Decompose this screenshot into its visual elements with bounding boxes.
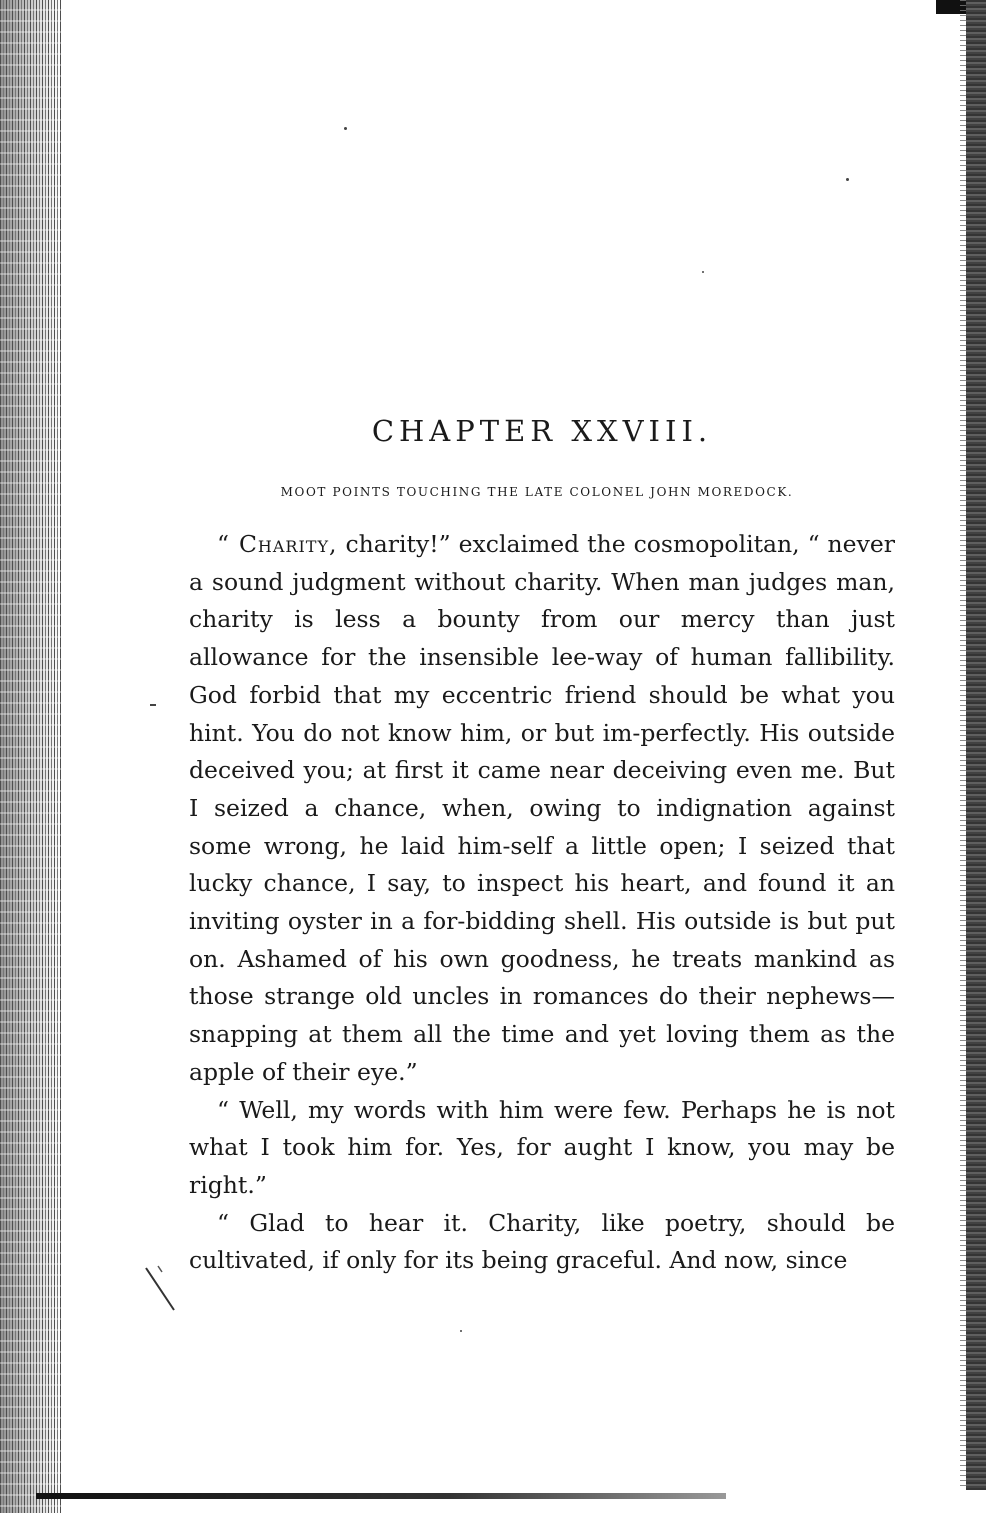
ink-speck	[702, 271, 704, 273]
chapter-heading: CHAPTER XXVIII.	[371, 414, 713, 448]
ink-speck	[460, 1330, 462, 1332]
chapter-body	[189, 526, 895, 1280]
paragraph-3: “ Glad to hear it. Charity, like poetry, should be cultivated, if only for its being graceful. And now, since	[189, 1208, 895, 1275]
chapter-subtitle: MOOT POINTS TOUCHING THE LATE COLONEL JOHN MOREDOCK.	[280, 485, 794, 499]
ink-speck	[344, 127, 347, 130]
page-bottom-edge	[36, 1493, 726, 1499]
ink-speck	[846, 178, 849, 181]
book-gutter-texture	[0, 0, 62, 1513]
page-right-edge	[966, 0, 986, 1490]
ink-speck	[150, 704, 156, 706]
paragraph-2: “ Well, my words with him were few. Perhaps he is not what I took him for. Yes, for aught I know, you may be right.”	[189, 1095, 895, 1199]
pencil-margin-mark	[144, 1264, 180, 1312]
paragraph-1	[189, 526, 895, 1092]
paragraph-1-text: charity!” exclaimed the cosmopolitan, “ never a sound judgment without charity. When man judges man, charity is less a bounty from our mercy than just allowance for the insensible lee-way of human fallibility. God forbid that my eccentric friend should be what you hint. You do not know him, or but im-perfectly. His outside deceived you; at first it came near deceiving even me. But I seized a chance, when, owing to indignation against some wrong, he laid him-self a little open; I seized that lucky chance, I say, to inspect his heart, and found it an inviting oyster in a for-bidding shell. His outside is but put on. Ashamed of his own goodness, he treats mankind as those strange old uncles in romances do their nephews—snapping at them all the time and yet loving them as the apple of their eye.”	[189, 530, 895, 1086]
paragraph-1-lead: “ Charity,	[217, 530, 338, 558]
